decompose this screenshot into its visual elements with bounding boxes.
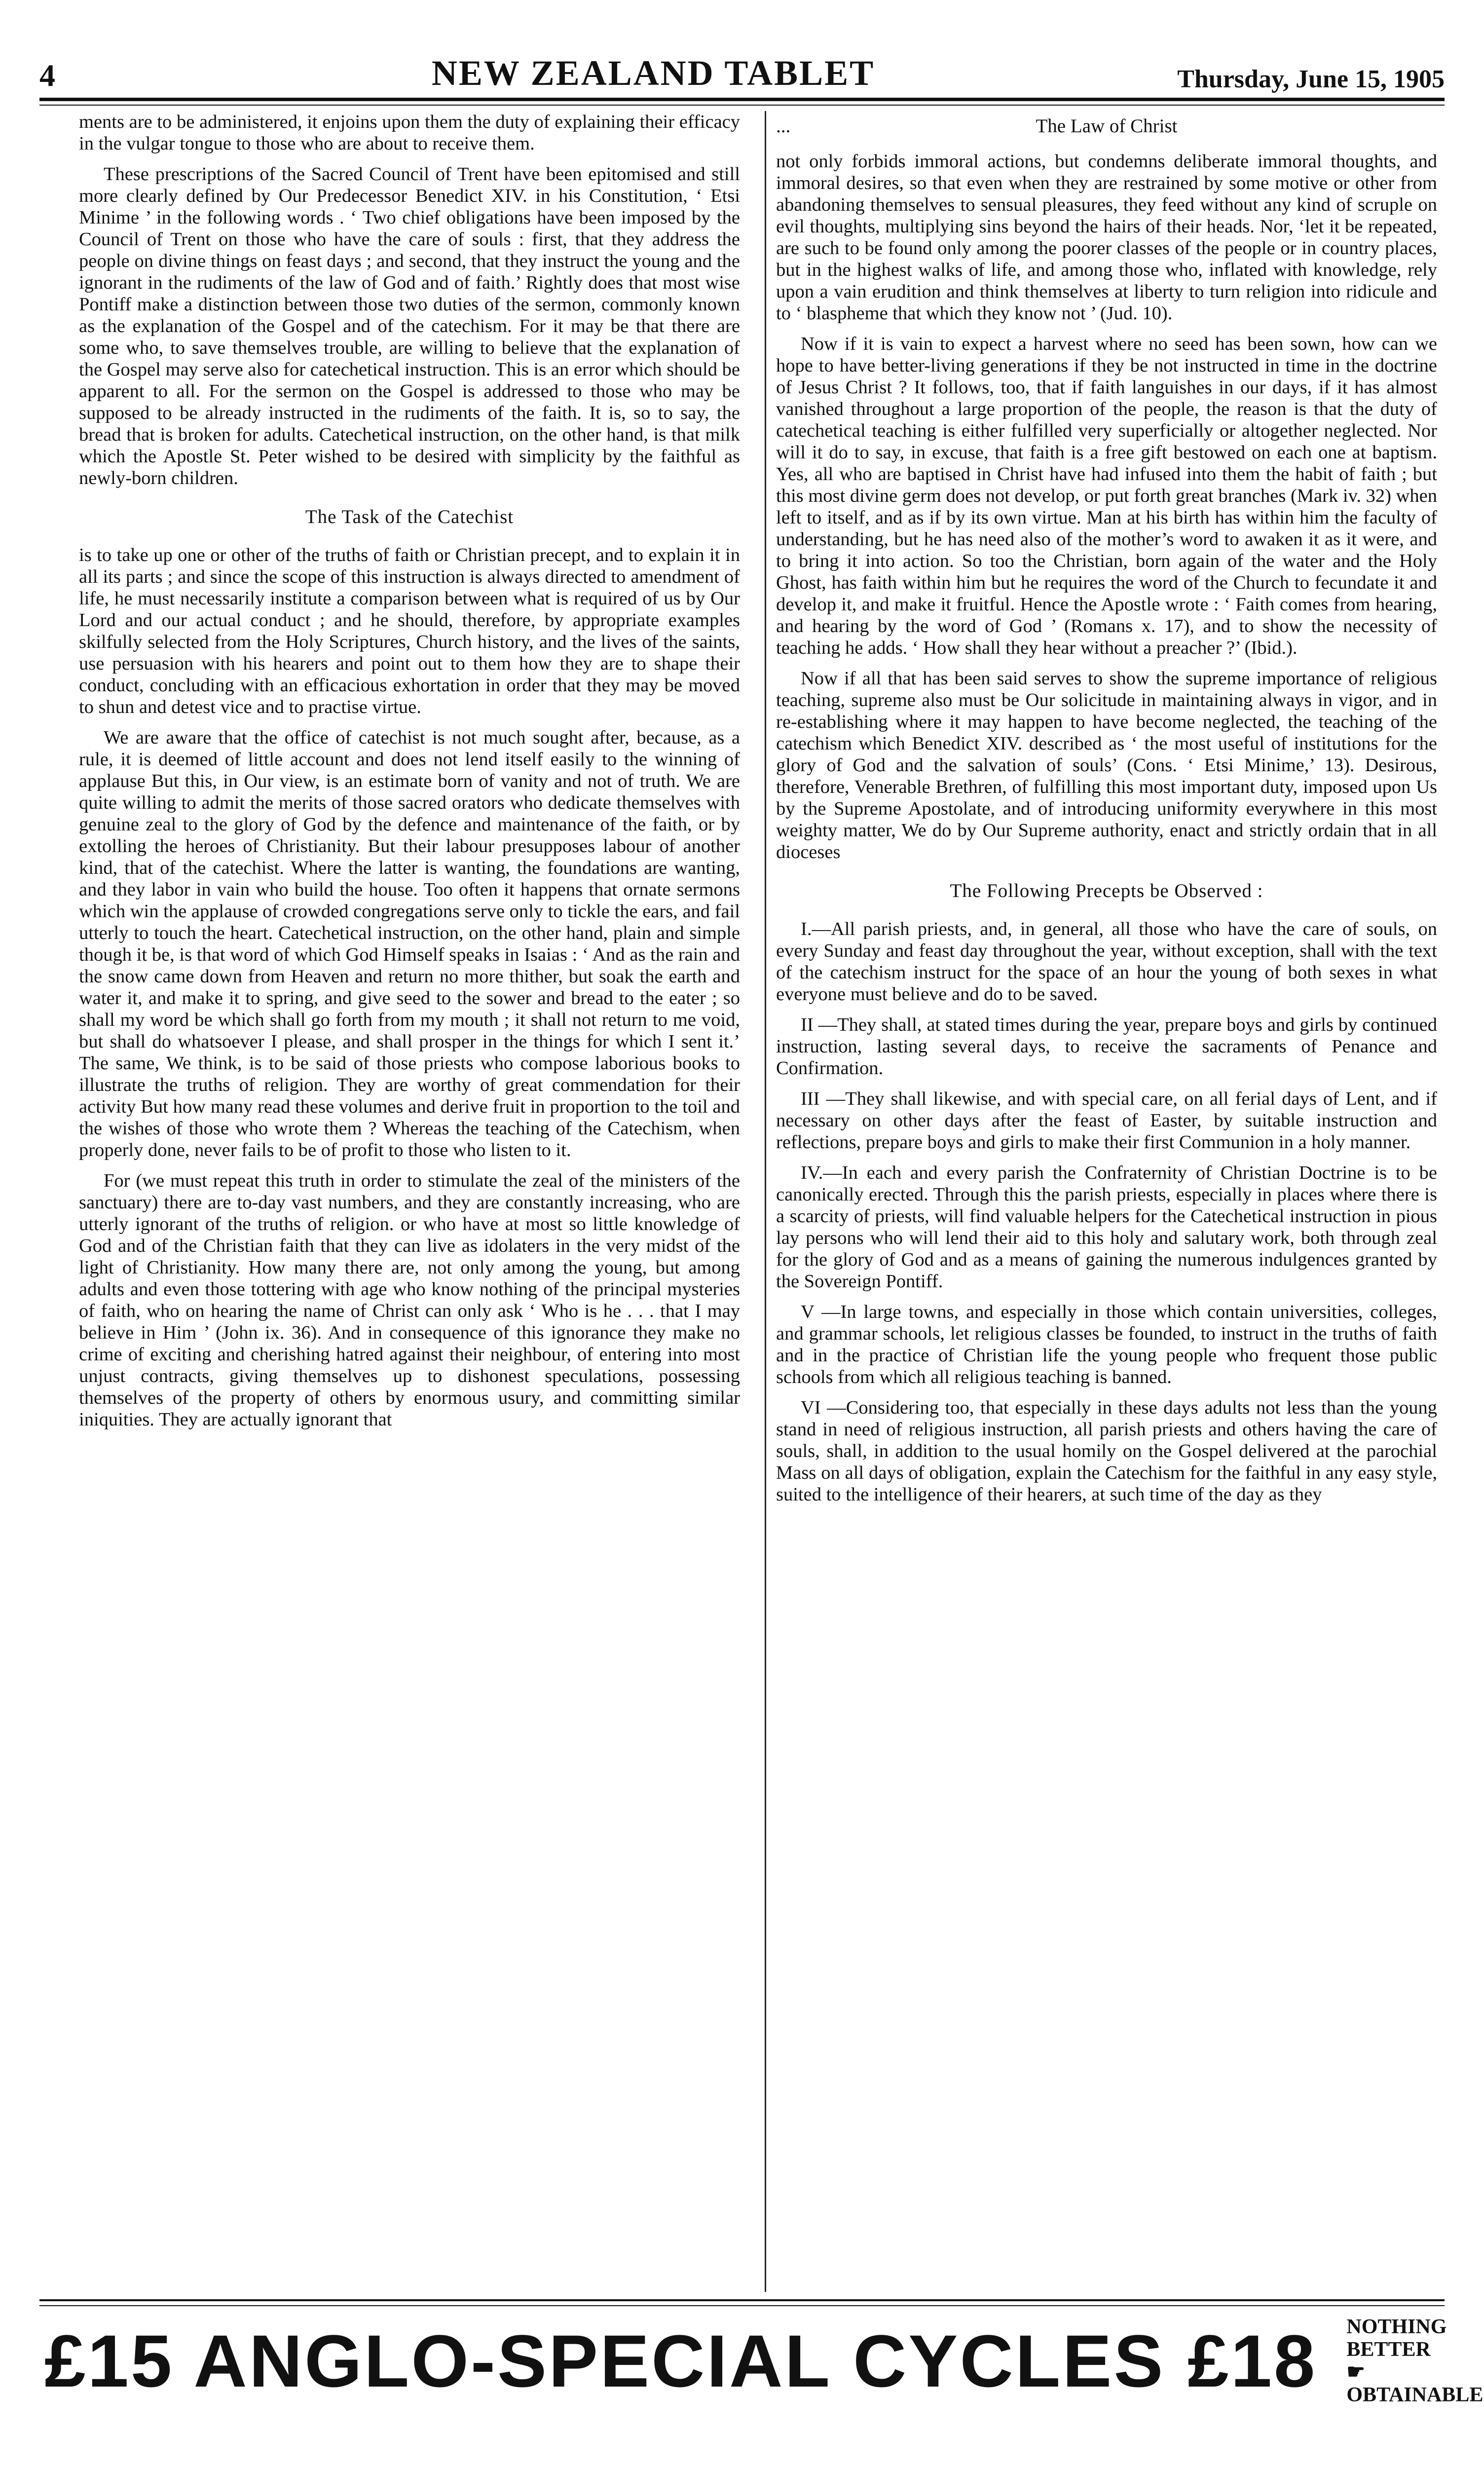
advert-tagline-text: OBTAINABLE <box>1346 2384 1484 2406</box>
advert-headline: £15 ANGLO-SPECIAL CYCLES £18 <box>44 2319 1317 2402</box>
section-heading: The Following Precepts be Observed : <box>950 880 1263 901</box>
paragraph: We are aware that the office of catechist is not much sought after, because, as a rule, it is deemed of little account and does not lend itself easily to the winning of applause But this, in Our view, is an estimate born of vanity and not of truth. We are quite willing to admit the merits of those sacred orators who dedicate themselves with genuine zeal to the glory of God by the defence and maintenance of the faith, or by extolling the heroes of Christianity. But their labour presupposes labour of another kind, that of the catechist. Where the latter is wanting, the foundations are wanting, and they labor in vain who build the house. Too often it happens that ornate sermons which win the applause of crowded congregations serve only to tickle the ears, and fail utterly to touch the heart. Catechetical instruction, on the other hand, plain and simple though it be, is that word of which God Himself speaks in Isaias : ‘ And as the rain and the snow came down from Heaven and return no more thither, but soak the earth and water it, and make it to spring, and give seed to the sower and bread to the eater ; so shall my word be which shall go forth from my mouth ; it shall not return to me void, but shall do whatsoever I please, and shall prosper in the things for which I sent it.’ The same, We think, is to be said of those priests who compose laborious books to illustrate the truths of religion. They are worthy of great commendation for their activity But how many read these volumes and derive fruit in proportion to the toil and the wishes of those who wrote them ? Whereas the teaching of the Catechism, when properly done, never fails to be of profit to those who listen to it. <box>79 727 740 1160</box>
cycle-advertisement <box>44 2314 1484 2408</box>
precept-paragraph: VI —Considering too, that especially in these days adults not less than the young stand in need of religious instruction, all parish priests and others having the care of souls, shall, in addition to the usual homily on the Gospel delivered at the parochial Mass on all days of obligation, explain the Catechism for the faithful in any easy style, suited to the intelligence of their hearers, at such time of the day as they <box>776 1397 1437 1505</box>
paragraph: For (we must repeat this truth in order to stimulate the zeal of the ministers of the sanctuary) there are to-day vast numbers, and they are constantly increasing, who are utterly ignorant of the truths of religion. or who have at most so little knowledge of God and of the Christian faith that they can live as idolaters in the very midst of the light of Christianity. How many there are, not only among the young, but among adults and even those tottering with age who know nothing of the principal mysteries of faith, who on hearing the name of Christ can only ask ‘ Who is he . . . that I may believe in Him ’ (John ix. 36). And in consequence of this ignorance they make no crime of exciting and cherishing hatred against their neighbour, of entering into most unjust contracts, giving themselves up to dishonest speculations, possessing themselves of the property of others by enormous usury, and committing similar iniquities. They are actually ignorant that <box>79 1170 740 1430</box>
precept-paragraph: II —They shall, at stated times during the year, prepare boys and girls by continued instruction, lasting several days, to receive the sacraments of Penance and Confirmation. <box>776 1014 1437 1079</box>
paragraph: Now if all that has been said serves to show the supreme importance of religious teaching, supreme also must be Our solicitude in maintaining always in vigor, and in re-establishing where it may happen to have become neglected, the teaching of the catechism which Benedict XIV. described as ‘ the most useful of institutions for the glory of God and the salvation of souls’ (Cons. ‘ Etsi Minime,’ 13). Desirous, therefore, Venerable Brethren, of fulfilling this most important duty, imposed upon Us by the Supreme Apostolate, and of introducing uniformity everywhere in this most weighty matter, We do by Our Supreme authority, enact and strictly ordain that in all dioceses <box>776 668 1437 862</box>
section-heading: The Task of the Catechist <box>305 506 514 527</box>
paragraph: Now if it is vain to expect a harvest where no seed has been sown, how can we hope to have better-living generations if they be not instructed in time in the doctrine of Jesus Christ ? It follows, too, that if faith languishes in our days, if it has almost vanished throughout a large proportion of the people, the reason is that the duty of catechetical teaching is either fulfilled very superficially or altogether neglected. Nor will it do to say, in excuse, that faith is a free gift bestowed on each one at baptism. Yes, all who are baptised in Christ have had infused into them the habit of faith ; but this most divine germ does not develop, or put forth great branches (Mark iv. 32) when left to itself, and as if by its own virtue. Man at his birth has within him the faculty of understanding, but he has need also of the mother’s word to awaken it as it were, and to bring it into action. So too the Christian, born again of the water and the Holy Ghost, has faith within him but he requires the word of the Church to fecundate it and develop it, and make it fruitful. Hence the Apostle wrote : ‘ Faith comes from hearing, and hearing by the word of God ’ (Romans x. 17), and to show the necessity of teaching he adds. ‘ How shall they hear without a preacher ?’ (Ibid.). <box>776 334 1437 658</box>
masthead <box>39 39 1445 94</box>
precept-paragraph: I.—All parish priests, and, in general, all those who have the care of souls, on every Sunday and feast day throughout the year, without exception, shall with the text of the catechism instruct for the space of an hour the young of both sexes in what everyone must believe and do to be saved. <box>776 919 1437 1005</box>
precept-paragraph: V —In large towns, and especially in those which contain universities, colleges, and grammar schools, let religious classes be founded, to instruct in the truths of faith and in the practice of Christian life the young people who frequent those public schools from which all religious teaching is banned. <box>776 1302 1437 1387</box>
page-number: 4 <box>39 58 55 93</box>
footer-rule-thick <box>39 2299 1445 2301</box>
header-rule-thin <box>39 105 1445 106</box>
advert-tagline <box>1346 2316 1483 2406</box>
paragraph: is to take up one or other of the truths of faith or Christian precept, and to explain it in all its parts ; and since the scope of this instruction is always directed to amendment of life, he must necessarily institute a comparison between what is required of us by Our Lord and our actual conduct ; and he should, therefore, by appropriate examples skilfully selected from the Holy Scriptures, Church history, and the lives of the saints, use persuasion with his hearers and point out to them how they are to shape their conduct, concluding with an efficacious exhortation in order that they may be moved to shun and detest vice and to practise virtue. <box>79 545 740 717</box>
precept-paragraph: III —They shall likewise, and with special care, on all ferial days of Lent, and if necessary on other days after the feast of Easter, by suitable instruction and reflections, prepare boys and girls to make their first Communion in a holy manner. <box>776 1088 1437 1153</box>
pointing-hand-icon: ☛ <box>1346 2361 1366 2384</box>
article-columns <box>79 111 1437 2292</box>
newspaper-title: NEW ZEALAND TABLET <box>431 53 875 93</box>
right-column <box>776 111 1437 2292</box>
section-heading: The Law of Christ <box>1036 115 1178 137</box>
advert-tagline-top: NOTHING BETTER <box>1346 2316 1447 2361</box>
running-heading <box>776 115 1437 138</box>
ellipsis: ... <box>776 115 791 137</box>
header-rule-thick <box>39 98 1445 101</box>
left-column <box>79 111 740 2292</box>
paragraph: ments are to be administered, it enjoins upon them the duty of explaining their efficacy in the vulgar tongue to those who are about to receive them. <box>79 112 740 154</box>
issue-date: Thursday, June 15, 1905 <box>1177 65 1445 93</box>
precept-paragraph: IV.—In each and every parish the Confraternity of Christian Doctrine is to be canonically erected. Through this the parish priests, especially in places where there is a scarcity of priests, will find valuable helpers for the Catechetical instruction in pious lay persons who will lend their aid to this holy and salutary work, both through zeal for the glory of God and as a means of gaining the numerous indulgences granted by the Sovereign Pontiff. <box>776 1162 1437 1292</box>
paragraph: These prescriptions of the Sacred Council of Trent have been epitomised and still more clearly defined by Our Predecessor Benedict XIV. in his Constitution, ‘ Etsi Minime ’ in the following words . ‘ Two chief obligations have been imposed by the Council of Trent on those who have the care of souls : first, that they address the people on divine things on feast days ; and second, that they instruct the young and the ignorant in the rudiments of the law of God and of faith.’ Rightly does that most wise Pontiff make a distinction between those two duties of the sermon, commonly known as the explanation of the Gospel and of the catechism. For it may be that there are some who, to save themselves trouble, are willing to believe that the explanation of the Gospel may serve also for catechetical instruction. This is an error which should be apparent to all. For the sermon on the Gospel is addressed to those who may be supposed to be already instructed in the rudiments of the faith. It is, so to say, the bread that is broken for adults. Catechetical instruction, on the other hand, is that milk which the Apostle St. Peter wished to be desired with simplicity by the faithful as newly-born children. <box>79 164 740 488</box>
advert-tagline-bottom <box>1346 2361 1483 2406</box>
footer-rule-thin <box>39 2305 1445 2306</box>
paragraph: not only forbids immoral actions, but condemns deliberate immoral thoughts, and immoral desires, so that even when they are restrained by some motive or other from abandoning themselves to sensual pleasures, they feed without any kind of scruple on evil thoughts, multiplying sins beyond the hairs of their heads. Nor, ‘let it be repeated, are such to be found only among the poorer classes of the people or in country places, but in the highest walks of life, and among those who, inflated with knowledge, rely upon a vain erudition and think themselves at liberty to turn religion into ridicule and to ‘ blaspheme that which they know not ’ (Jud. 10). <box>776 151 1437 324</box>
